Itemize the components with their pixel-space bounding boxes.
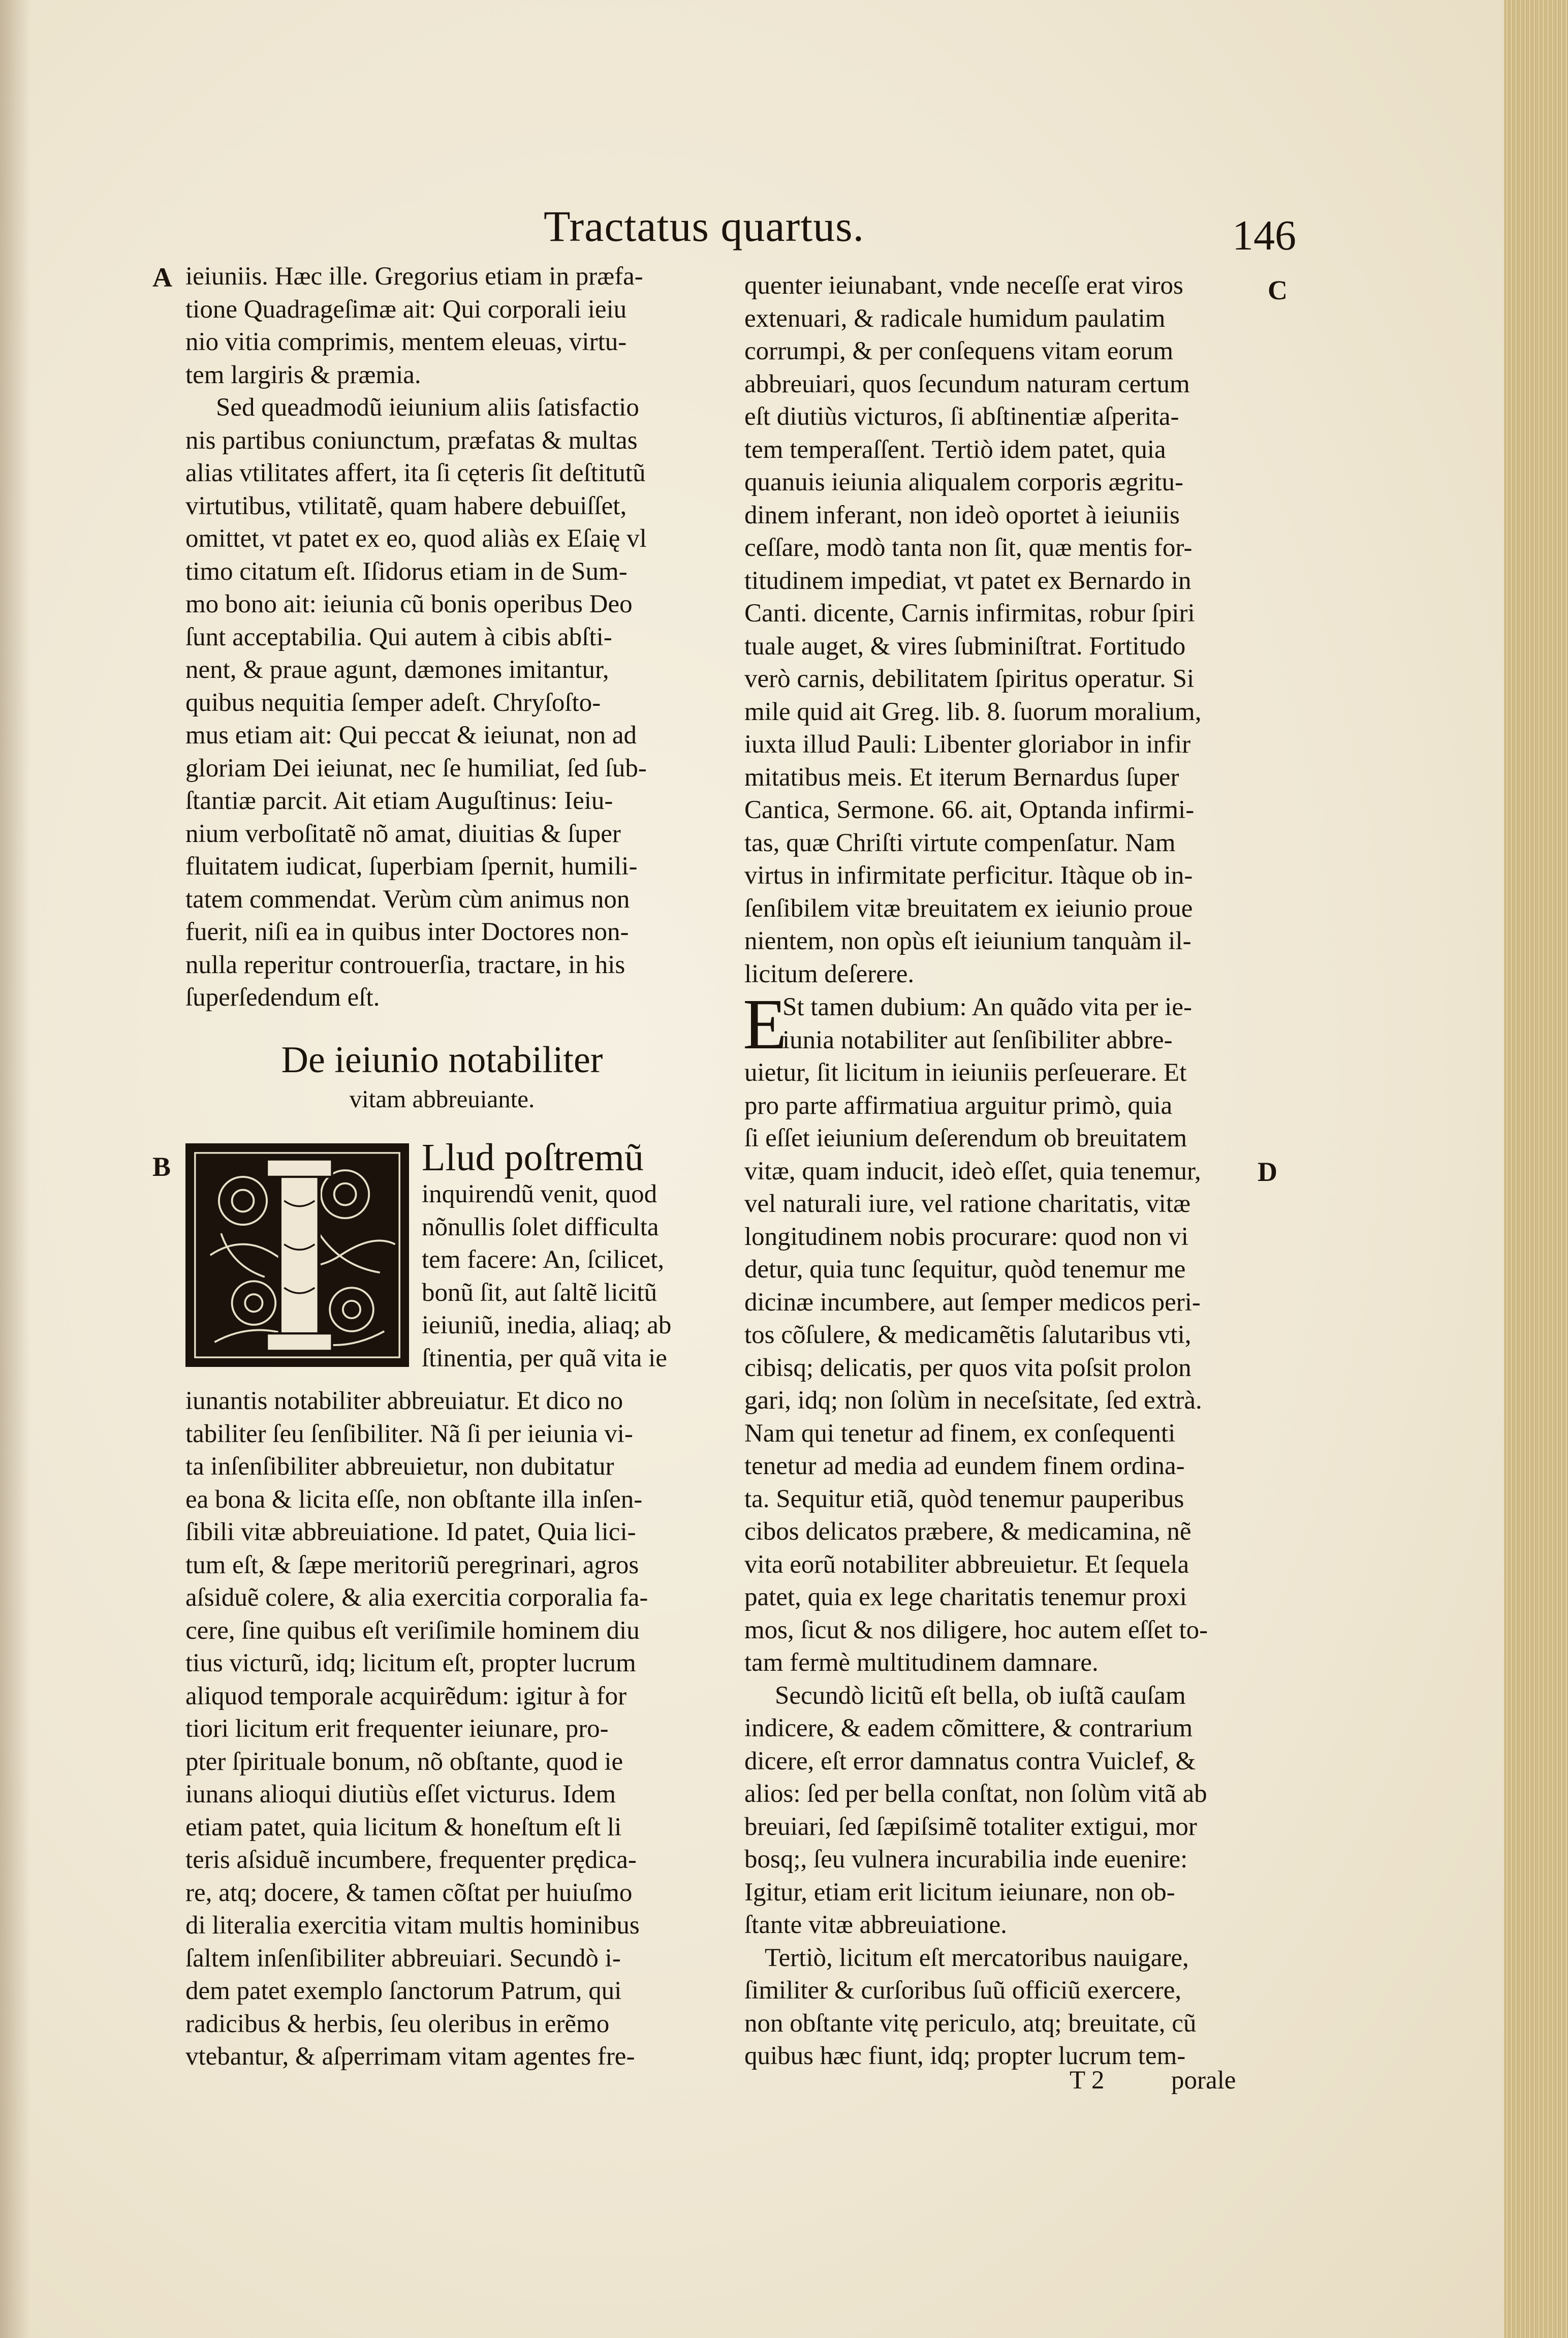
text-line: bonũ ſit, aut ſaltẽ licitũ [422,1278,657,1307]
text-line: quibus hæc fiunt, idq; propter lucrum tem- [744,2042,1186,2070]
text-line: verò carnis, debilitatem ſpiritus operatur. Si [744,665,1195,693]
text-line: ieiuniũ, inedia, aliaq; ab [422,1311,672,1339]
text-line: ea bona & licita eſſe, non obſtante illa inſen- [185,1485,643,1514]
catchword: porale [1171,2066,1236,2095]
text-line: non obſtante vitę periculo, atq; breuitate, cũ [744,2009,1197,2038]
text-line: mitatibus meis. Et iterum Bernardus ſuper [744,763,1179,792]
text-line: breuiari, ſed ſæpiſsimẽ totaliter extigui, mor [744,1812,1197,1841]
section-heading-main: De ieiunio notabiliter [281,1039,603,1081]
text-line: tabiliter ſeu ſenſibiliter. Nã ſi per ieiunia vi- [185,1419,633,1448]
text-line: mile quid ait Greg. lib. 8. ſuorum moralium, [744,697,1202,726]
text-line: ſenſibilem vitæ breuitatem ex ieiunio proue [744,894,1193,923]
initial-letter-e: E [743,984,787,1064]
text-line: nium verboſitatẽ nõ amat, diuitias & ſuper [185,819,621,848]
left-column-bottom [185,1385,699,2073]
text-line: timo citatum eſt. Iſidorus etiam in de Sum- [185,557,628,586]
text-line: bosq;, ſeu vulnera incurabilia inde euenire: [744,1845,1188,1874]
text-line: patet, quia ex lege charitatis tenemur proxi [744,1583,1187,1611]
text-line: iunantis notabiliter abbreuiatur. Et dico no [185,1387,623,1415]
text-line: cibisq; delicatis, per quos vita poſsit prolon [744,1353,1191,1382]
text-line: detur, quia tunc ſequitur, quòd tenemur me [744,1255,1186,1284]
text-line: indicere, & eadem cõmittere, & contrarium [744,1714,1193,1742]
text-line: di literalia exercitia vitam multis hominibus [185,1911,640,1940]
text-line: ieiuniis. Hæc ille. Gregorius etiam in præfa- [185,262,643,291]
text-line: Tertiò, licitum eſt mercatoribus nauigare, [765,1943,1189,1972]
text-line: alias vtilitates affert, ita ſi cęteris ſit deſtitutũ [185,459,646,487]
text-line: quenter ieiunabant, vnde neceſſe erat viros [744,271,1183,300]
text-line: corrumpi, & per conſequens vitam eorum [744,337,1174,365]
text-line: iuxta illud Pauli: Libenter gloriabor in infir [744,730,1191,759]
text-line: ta. Sequitur etiã, quòd tenemur pauperibus [744,1484,1184,1513]
text-line: Secundò licitũ eſt bella, ob iuſtã cauſam [775,1681,1186,1710]
text-line: tos cõſulere, & medicamẽtis ſalutaribus vti, [744,1321,1191,1349]
text-line: tas, quæ Chriſti virtute compenſatur. Nam [744,828,1176,857]
text-line: ſuperſedendum eſt. [185,983,380,1012]
text-line: gloriam Dei ieiunat, nec ſe humiliat, ſed ſub- [185,754,647,783]
text-line: tem largiris & præmia. [185,360,421,389]
text-line: ſtante vitæ abbreuiatione. [744,1911,1007,1939]
text-line: Igitur, etiam erit licitum ieiunare, non ob- [744,1878,1175,1907]
text-line: iunans alioqui diutiùs eſſet victurus. Idem [185,1780,616,1809]
margin-marker-b: B [152,1151,171,1182]
initial-first-line: Llud poſtremũ [422,1136,644,1179]
text-line: tam fermè multitudinem damnare. [744,1648,1099,1677]
text-line: ſimiliter & curſoribus ſuũ officiũ exercere, [744,1976,1182,2005]
text-line: vitæ, quam inducit, ideò eſſet, quia tenemur, [744,1157,1201,1186]
text-line: dinem inferant, non ideò oportet à ieiuniis [744,501,1180,529]
text-line: tatem commendat. Verùm cùm animus non [185,885,630,914]
text-line: ſtinentia, per quã vita ie [422,1344,667,1373]
left-column-top [185,260,699,1014]
text-line: fuerit, niſi ea in quibus inter Doctores non- [185,918,629,946]
text-line: mo bono ait: ieiunia cũ bonis operibus Deo [185,590,633,618]
text-line: Nam qui tenetur ad finem, ex conſequenti [744,1419,1176,1448]
gutter-shadow [0,0,30,2338]
text-line: vita eorũ notabiliter abbreuietur. Et ſequela [744,1550,1189,1579]
text-line: cere, ſine quibus eſt veriſimile hominem diu [185,1616,640,1645]
text-line: nõnullis ſolet difficulta [422,1212,659,1241]
text-line: Sed queadmodũ ieiunium aliis ſatisfactio [216,393,639,422]
text-line: teris aſsiduẽ incumbere, frequenter prędica- [185,1846,637,1874]
text-line: nis partibus coniunctum, præfatas & multas [185,426,638,455]
text-line: radicibus & herbis, ſeu oleribus in erẽmo [185,2009,610,2038]
text-line: vtebantur, & aſperrimam vitam agentes fre- [185,2042,635,2071]
margin-marker-c: C [1268,275,1288,305]
text-line: ſi eſſet ieiunium deſerendum ob breuitatem [744,1124,1187,1152]
page-number: 146 [1232,212,1296,259]
text-line: aſsiduẽ colere, & alia exercitia corporalia fa- [185,1583,648,1612]
text-line: mos, ſicut & nos diligere, hoc autem eſſet to- [744,1615,1208,1644]
section-heading [185,1037,699,1115]
text-line: quanuis ieiunia aliqualem corporis ægritu- [744,468,1183,496]
text-line: dicinæ incumbere, aut ſemper medicos peri- [744,1288,1201,1317]
text-line: Cantica, Sermone. 66. ait, Optanda infirmi- [744,796,1195,824]
text-line: Canti. dicente, Carnis infirmitas, robur ſpiri [744,599,1195,628]
text-line: virtus in infirmitate perficitur. Itàque ob in- [744,861,1193,890]
text-line: tiori licitum erit frequenter ieiunare, pro- [185,1714,609,1743]
text-line: titudinem impediat, vt patet ex Bernardo in [744,566,1191,595]
text-line: quibus nequitia ſemper adeſt. Chryſoſto- [185,688,601,717]
text-line: alios: ſed per bella conſtat, non ſolùm vitã ab [744,1780,1207,1808]
left-column-initial-text [422,1137,699,1375]
decorated-initial-i [185,1143,409,1367]
text-line: omittet, vt patet ex eo, quod aliàs ex Eſaię vl [185,524,647,553]
text-line: tum eſt, & ſæpe meritoriũ peregrinari, agros [185,1550,639,1579]
text-line: vel naturali iure, vel ratione charitatis, vitæ [744,1190,1191,1218]
margin-marker-a: A [152,262,172,293]
text-line: tenetur ad media ad eundem finem ordina- [744,1452,1185,1480]
text-line: ta inſenſibiliter abbreuietur, non dubitatur [185,1452,614,1481]
floral-initial-icon [189,1146,406,1364]
text-line: uietur, ſit licitum in ieiuniis perſeuerare. Et [744,1058,1187,1087]
text-line: St tamen dubium: An quãdo vita per ie- [782,993,1192,1021]
page-edge-stack [1504,0,1568,2338]
text-line: abbreuiari, quos ſecundum naturam certum [744,369,1190,398]
text-line: tione Quadrageſimæ ait: Qui corporali ieiu [185,295,627,324]
text-line: eſt diutiùs victuros, ſi abſtinentiæ aſperita- [744,402,1179,431]
text-line: licitum deſerere. [744,959,915,988]
text-line: nientem, non opùs eſt ieiunium tanquàm il- [744,927,1191,955]
text-line: ſibili vitæ abbreuiatione. Id patet, Quia lici- [185,1518,636,1546]
text-line: virtutibus, vtilitatẽ, quam habere debuiſſet, [185,491,627,520]
right-column-top [744,269,1258,990]
text-line: cibos delicatos præbere, & medicamina, nẽ [744,1517,1191,1546]
text-line: aliquod temporale acquirẽdum: igitur à for [185,1681,627,1710]
right-column-e-text [782,991,1260,1056]
text-line: tem facere: An, ſcilicet, [422,1245,665,1274]
text-line: etiam patet, quia licitum & honeſtum eſt li [185,1813,622,1842]
text-line: dem patet exemplo ſanctorum Patrum, qui [185,1977,622,2005]
text-line: longitudinem nobis procurare: quod non vi [744,1222,1188,1251]
text-line: fluitatem iudicat, ſuperbiam ſpernit, humili- [185,852,638,881]
text-line: mus etiam ait: Qui peccat & ieiunat, non ad [185,721,637,750]
text-line: ſunt acceptabilia. Qui autem à cibis abſti- [185,622,612,651]
text-line: iunia notabiliter aut ſenſibiliter abbre- [782,1025,1173,1054]
text-line: nulla reperitur controuerſia, tractare, in his [185,950,625,979]
text-line: ſtantiæ parcit. Ait etiam Auguſtinus: Ieiu- [185,787,613,815]
text-line: dicere, eſt error damnatus contra Vuiclef, & [744,1747,1196,1775]
text-line: ceſſare, modò tanta non ſit, quæ mentis for- [744,534,1193,562]
text-line: pro parte affirmatiua arguitur primò, quia [744,1091,1173,1120]
right-column-bottom [744,1056,1258,2073]
text-line: tuale auget, & vires ſubminiſtrat. Fortitudo [744,632,1186,661]
text-line: nio vitia comprimis, mentem eleuas, virtu- [185,328,627,356]
text-line: tem temperaſſent. Tertiò idem patet, quia [744,435,1166,464]
running-title: Tractatus quartus. [544,202,865,251]
section-heading-sub: vitam abbreuiante. [349,1085,535,1113]
margin-marker-d: D [1258,1157,1277,1187]
text-line: nent, & praue agunt, dæmones imitantur, [185,656,609,684]
text-line: tius victurũ, idq; licitum eſt, propter lucrum [185,1649,636,1677]
text-line: pter ſpirituale bonum, nõ obſtante, quod ie [185,1747,623,1776]
text-line: inquirendũ venit, quod [422,1180,657,1208]
text-line: re, atq; docere, & tamen cõſtat per huiuſmo [185,1878,633,1907]
text-line: ſaltem inſenſibiliter abbreuiari. Secundò i- [185,1944,621,1973]
signature-mark: T 2 [1070,2066,1105,2095]
text-line: gari, idq; non ſolùm in neceſsitate, ſed extrà. [744,1386,1202,1415]
text-line: extenuari, & radicale humidum paulatim [744,304,1166,333]
